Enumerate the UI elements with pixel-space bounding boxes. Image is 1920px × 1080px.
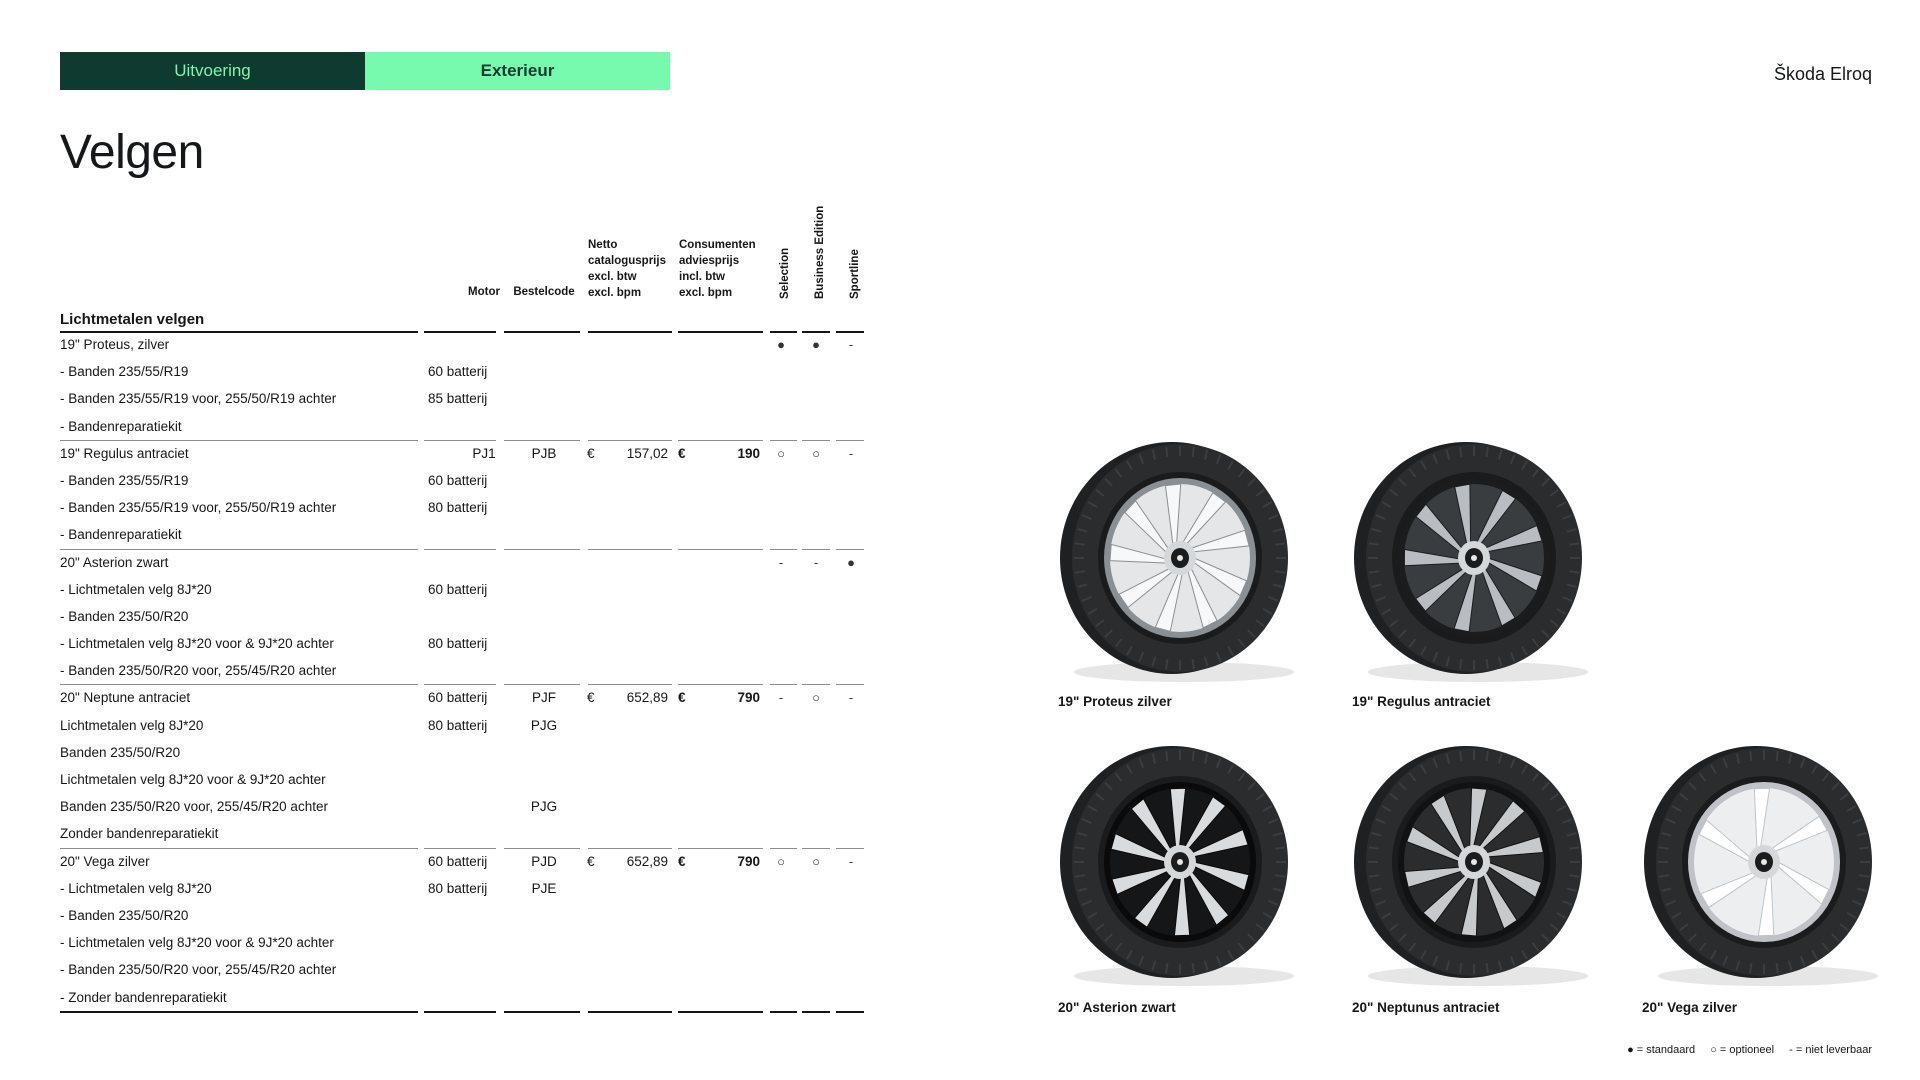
table-row: [60, 603, 872, 630]
cell-sportline: -: [848, 853, 854, 869]
wheel-illustration: [1060, 744, 1300, 994]
header-netto-line: excl. btw: [588, 271, 637, 283]
table-header: [60, 195, 872, 331]
cell-motor: 85 batterij: [428, 391, 488, 407]
header-consumenten-adviesprijs: [679, 237, 765, 301]
wheel-spec-table: [60, 195, 872, 1011]
cell-selection: ●: [777, 337, 785, 352]
legend: [1615, 1044, 1872, 1056]
header-motor: Motor: [468, 286, 500, 298]
cell-description: - Banden 235/55/R19 voor, 255/50/R19 achter: [60, 391, 337, 407]
wheel-caption: 20" Vega zilver: [1642, 1000, 1737, 1015]
wheel-caption: 19" Proteus zilver: [1058, 694, 1172, 709]
header-bestelcode: Bestelcode: [513, 286, 575, 298]
cell-description: 19" Regulus antraciet: [60, 445, 189, 461]
table-rule-segment: [678, 1011, 763, 1013]
header-netto-line: excl. bpm: [588, 287, 642, 299]
table-row: [60, 494, 872, 521]
cell-currency: €: [678, 853, 686, 869]
table-row: [60, 549, 872, 576]
table-row: [60, 712, 872, 739]
table-row: [60, 385, 872, 412]
wheel-image: [1644, 744, 1884, 994]
legend-standard: ● = standaard: [1627, 1044, 1696, 1056]
table-row: [60, 331, 872, 358]
table-row: [60, 739, 872, 766]
wheel-caption: 20" Asterion zwart: [1058, 1000, 1176, 1015]
cell-bestelcode: PJE: [531, 880, 557, 896]
cell-motor: PJ1: [472, 445, 496, 461]
cell-description: - Banden 235/55/R19 voor, 255/50/R19 achter: [60, 500, 337, 516]
table-row: [60, 793, 872, 820]
table-row: [60, 440, 872, 467]
wheel-illustration: [1354, 744, 1594, 994]
table-row: [60, 902, 872, 929]
cell-currency: €: [678, 445, 686, 461]
cell-business-edition: ●: [812, 337, 820, 352]
wheel-caption: 20" Neptunus antraciet: [1352, 1000, 1500, 1015]
table-row: [60, 848, 872, 875]
table-row: [60, 684, 872, 711]
wheel-image: [1354, 744, 1594, 994]
cell-motor: 60 batterij: [428, 690, 488, 706]
header-consumer-line: incl. btw: [679, 271, 725, 283]
table-row: [60, 929, 872, 956]
cell-motor: 80 batterij: [428, 880, 488, 896]
cell-sportline: -: [848, 690, 854, 706]
cell-description: 20" Neptune antraciet: [60, 690, 191, 706]
table-rule-segment: [802, 1011, 830, 1013]
table-row: [60, 521, 872, 548]
table-row: [60, 467, 872, 494]
tab-uitvoering[interactable]: Uitvoering: [60, 52, 365, 90]
cell-currency: €: [587, 690, 595, 706]
cell-selection: -: [778, 554, 784, 570]
wheel-image: [1060, 440, 1300, 690]
cell-description: - Zonder bandenreparatiekit: [60, 989, 227, 1005]
cell-description: - Lichtmetalen velg 8J*20 voor & 9J*20 achter: [60, 636, 334, 652]
cell-business-edition: -: [813, 554, 819, 570]
cell-business-edition: ○: [812, 853, 820, 869]
header-netto-catalogusprijs: [588, 237, 672, 301]
cell-description: - Lichtmetalen velg 8J*20: [60, 581, 212, 597]
table-row: [60, 820, 872, 847]
table-rule-segment: [588, 1011, 672, 1013]
section-title: Lichtmetalen velgen: [60, 311, 205, 328]
cell-description: - Bandenreparatiekit: [60, 527, 182, 543]
page-title: Velgen: [60, 126, 204, 179]
wheel-illustration: [1354, 440, 1594, 690]
cell-description: Zonder bandenreparatiekit: [60, 826, 219, 842]
cell-netto-price: 652,89: [626, 690, 668, 706]
header-consumer-line: Consumenten: [679, 239, 756, 251]
cell-bestelcode: PJG: [530, 717, 558, 733]
table-row: [60, 413, 872, 440]
table-rule-segment: [60, 1011, 418, 1013]
header-selection: Selection: [779, 247, 791, 299]
cell-description: Lichtmetalen velg 8J*20: [60, 717, 204, 733]
cell-business-edition: ○: [812, 690, 820, 706]
cell-currency: €: [587, 445, 595, 461]
cell-bestelcode: PJB: [531, 445, 557, 461]
cell-sportline: -: [848, 337, 854, 352]
header-netto-line: catalogusprijs: [588, 255, 666, 267]
cell-motor: 80 batterij: [428, 717, 488, 733]
table-row: [60, 956, 872, 983]
table-rule-segment: [836, 1011, 864, 1013]
cell-description: 20" Asterion zwart: [60, 554, 169, 570]
header-netto-line: Netto: [588, 239, 618, 251]
cell-sportline: -: [848, 445, 854, 461]
cell-motor: 60 batterij: [428, 581, 488, 597]
header-consumer-line: adviesprijs: [679, 255, 740, 267]
cell-sportline: ●: [847, 554, 855, 570]
header-business-edition: Business Edition: [814, 205, 826, 299]
cell-description: - Banden 235/50/R20: [60, 608, 189, 624]
cell-motor: 80 batterij: [428, 500, 488, 516]
cell-motor: 60 batterij: [428, 364, 488, 380]
table-row: [60, 576, 872, 603]
cell-description: - Lichtmetalen velg 8J*20: [60, 880, 212, 896]
cell-description: - Banden 235/55/R19: [60, 364, 189, 380]
cell-description: - Lichtmetalen velg 8J*20 voor & 9J*20 achter: [60, 935, 334, 951]
table-rule-segment: [504, 1011, 580, 1013]
wheel-caption: 19" Regulus antraciet: [1352, 694, 1491, 709]
cell-description: - Banden 235/55/R19: [60, 472, 189, 488]
cell-consumer-price: 790: [737, 690, 760, 706]
wheel-image: [1354, 440, 1594, 690]
cell-motor: 60 batterij: [428, 472, 488, 488]
cell-selection: ○: [777, 445, 785, 461]
cell-bestelcode: PJF: [531, 690, 556, 706]
table-rule-segment: [770, 1011, 797, 1013]
cell-bestelcode: PJG: [530, 799, 558, 815]
cell-bestelcode: PJD: [531, 853, 557, 869]
tab-bar: [60, 52, 670, 90]
table-rule-segment: [424, 1011, 496, 1013]
cell-description: Banden 235/50/R20 voor, 255/45/R20 achter: [60, 799, 328, 815]
table-row: [60, 630, 872, 657]
table-row: [60, 657, 872, 684]
header-sportline: Sportline: [849, 249, 861, 299]
cell-consumer-price: 190: [737, 445, 760, 461]
cell-motor: 80 batterij: [428, 636, 488, 652]
cell-motor: 60 batterij: [428, 853, 488, 869]
wheel-illustration: [1060, 440, 1300, 690]
cell-selection: -: [778, 690, 784, 706]
brand-name: Škoda Elroq: [1773, 64, 1872, 84]
cell-selection: ○: [777, 853, 785, 869]
cell-netto-price: 652,89: [626, 853, 668, 869]
cell-description: - Banden 235/50/R20 voor, 255/45/R20 achter: [60, 962, 337, 978]
wheel-illustration: [1644, 744, 1884, 994]
legend-optional: ○ = optioneel: [1710, 1044, 1775, 1056]
cell-business-edition: ○: [812, 445, 820, 461]
cell-currency: €: [678, 690, 686, 706]
cell-currency: €: [587, 853, 595, 869]
table-row: [60, 766, 872, 793]
cell-description: 19" Proteus, zilver: [60, 337, 170, 352]
table-body: [60, 331, 872, 1011]
wheel-image: [1060, 744, 1300, 994]
cell-description: Banden 235/50/R20: [60, 744, 181, 760]
tab-exterieur[interactable]: Exterieur: [365, 52, 670, 90]
cell-consumer-price: 790: [737, 853, 760, 869]
table-row: [60, 875, 872, 902]
cell-description: Lichtmetalen velg 8J*20 voor & 9J*20 achter: [60, 772, 326, 787]
cell-netto-price: 157,02: [626, 445, 668, 461]
table-row: [60, 984, 872, 1011]
table-row: [60, 358, 872, 385]
legend-unavailable: - = niet leverbaar: [1789, 1044, 1872, 1056]
header-consumer-line: excl. bpm: [679, 287, 733, 299]
cell-description: - Bandenreparatiekit: [60, 418, 182, 434]
cell-description: - Banden 235/50/R20: [60, 907, 189, 923]
cell-description: - Banden 235/50/R20 voor, 255/45/R20 achter: [60, 663, 337, 679]
cell-description: 20" Vega zilver: [60, 853, 150, 869]
